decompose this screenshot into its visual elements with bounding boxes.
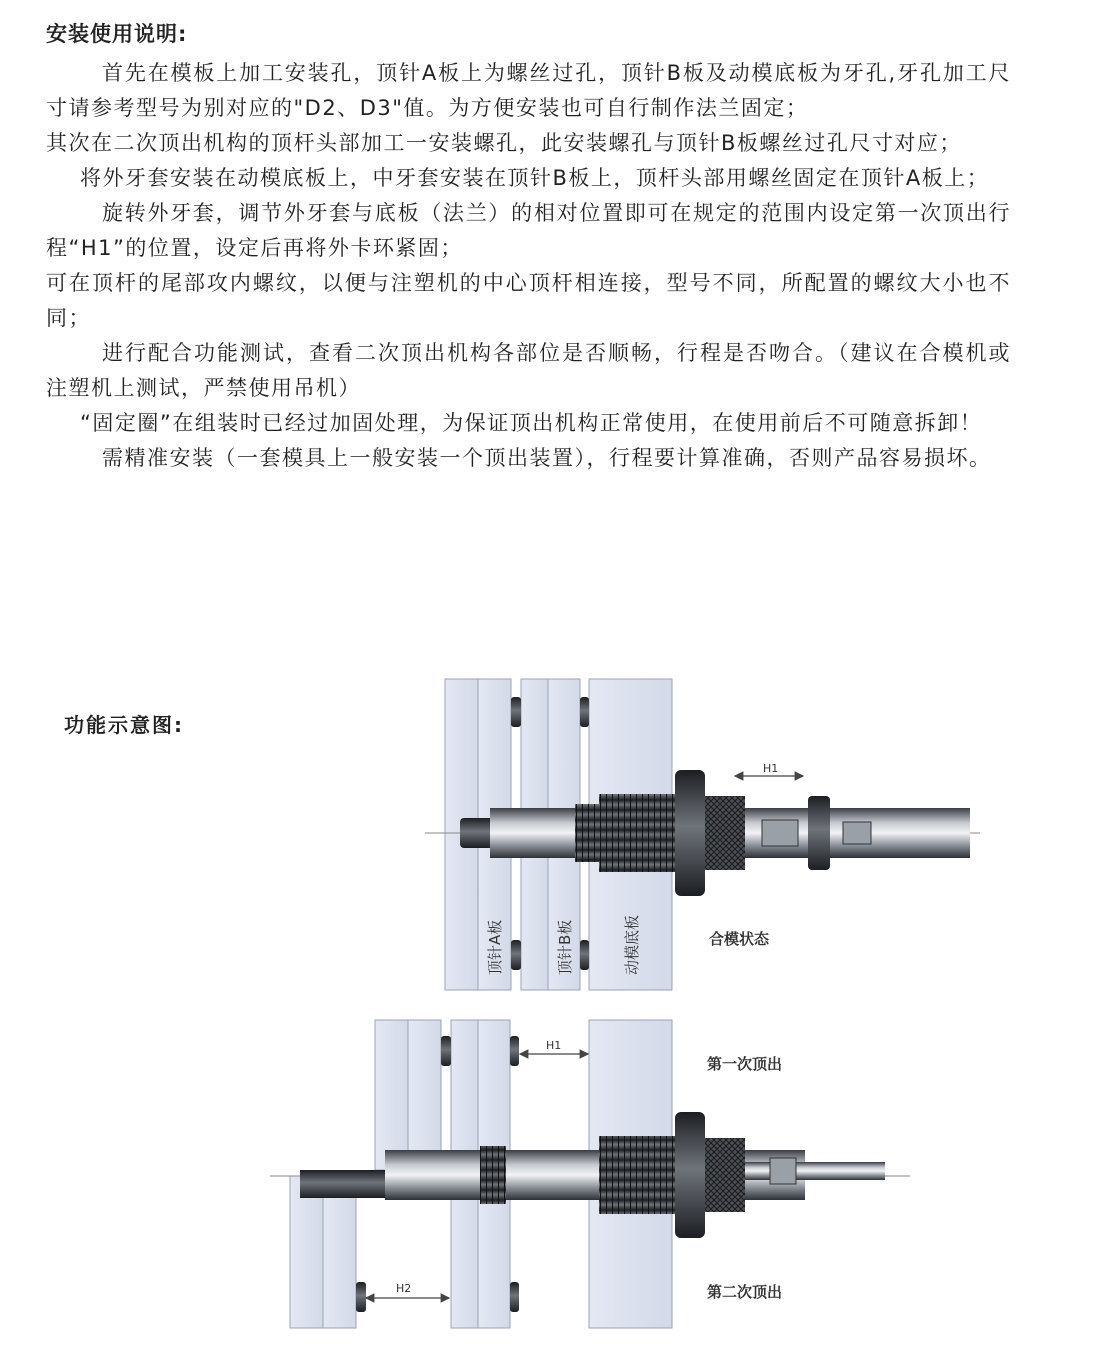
diagram-ejection-states: [270, 1020, 910, 1328]
instruction-paragraph-4: 旋转外牙套，调节外牙套与底板（法兰）的相对位置即可在规定的范围内设定第一次顶出行程“H1”的位置，设定后再将外卡环紧固；: [46, 201, 1011, 260]
screw-slot: [356, 1282, 366, 1312]
hex-nut: [762, 820, 798, 846]
ejector-plate-a-second: [323, 1176, 356, 1328]
outer-thread-sleeve-ejected: [599, 1136, 677, 1214]
instructions-heading: 安装使用说明:: [46, 22, 188, 46]
instruction-paragraph-6: 进行配合功能测试，查看二次顶出机构各部位是否顺畅，行程是否吻合。（建议在合模机或注塑机上测试，严禁使用吊机）: [46, 341, 1011, 400]
flange-ejected: [675, 1112, 705, 1238]
instruction-paragraph-3: 将外牙套安装在动模底板上，中牙套安装在顶针B板上，顶杆头部用螺丝固定在顶针A板上；: [80, 166, 990, 190]
h2-label: H2: [396, 1282, 412, 1295]
instruction-paragraph-5: 可在顶杆的尾部攻内螺纹，以便与注塑机的中心顶杆相连接，型号不同，所配置的螺纹大小也不同；: [46, 271, 1011, 330]
rod-tail: [745, 1162, 885, 1180]
clamp-ring: [705, 796, 745, 870]
clamp-ring-ejected: [705, 1138, 745, 1212]
rod-flat: [843, 822, 871, 844]
diagram-closed-state: [425, 679, 980, 990]
middle-thread-sleeve: [575, 804, 599, 862]
screw-slot: [511, 697, 521, 727]
screw-slot: [510, 1282, 519, 1312]
ejector-plate-a-ejected: [408, 1020, 441, 1170]
label-moving-base-plate: 动模底板: [623, 914, 641, 975]
h1-label-first-ejection: H1: [546, 1039, 562, 1052]
state-label-second-ejection: 第二次顶出: [707, 1283, 783, 1301]
h1-label-closed: H1: [763, 762, 779, 775]
diagram-title: 功能示意图:: [64, 713, 184, 737]
middle-thread-sleeve-ejected: [480, 1146, 506, 1204]
outer-thread-sleeve: [599, 794, 677, 872]
label-ejector-plate-b: 顶针B板: [556, 919, 574, 975]
instruction-paragraph-1: 首先在模板上加工安装孔，顶针A板上为螺丝过孔，顶针B板及动模底板为牙孔,牙孔加工尺寸请参考型号为别对应的"D2、D3"值。为方便安装也可自行制作法兰固定；: [46, 61, 1011, 120]
plate-a-front-second: [290, 1176, 323, 1328]
instruction-paragraph-7: “固定圈”在组装时已经过加固处理，为保证顶出机构正常使用，在使用前后不可随意拆卸！: [80, 411, 983, 435]
plate-a-front-ejected: [375, 1020, 408, 1170]
instruction-paragraph-2: 其次在二次顶出机构的顶杆头部加工一安装螺孔，此安装螺孔与顶针B板螺丝过孔尺寸对应；: [46, 131, 962, 155]
state-label-closed: 合模状态: [709, 930, 770, 948]
screw-slot: [580, 940, 589, 970]
label-ejector-plate-a: 顶针A板: [486, 919, 504, 975]
flange: [675, 770, 705, 896]
hex-nut-ejected: [770, 1158, 796, 1184]
screw-slot: [510, 1036, 519, 1066]
screw-slot: [441, 1036, 451, 1066]
instruction-paragraph-8: 需精准安装（一套模具上一般安装一个顶出装置），行程要计算准确，否则产品容易损坏。: [102, 446, 992, 470]
state-label-first-ejection: 第一次顶出: [707, 1055, 783, 1073]
stop-collar: [808, 796, 830, 870]
screw-slot: [580, 697, 589, 727]
screw-slot: [511, 940, 521, 970]
